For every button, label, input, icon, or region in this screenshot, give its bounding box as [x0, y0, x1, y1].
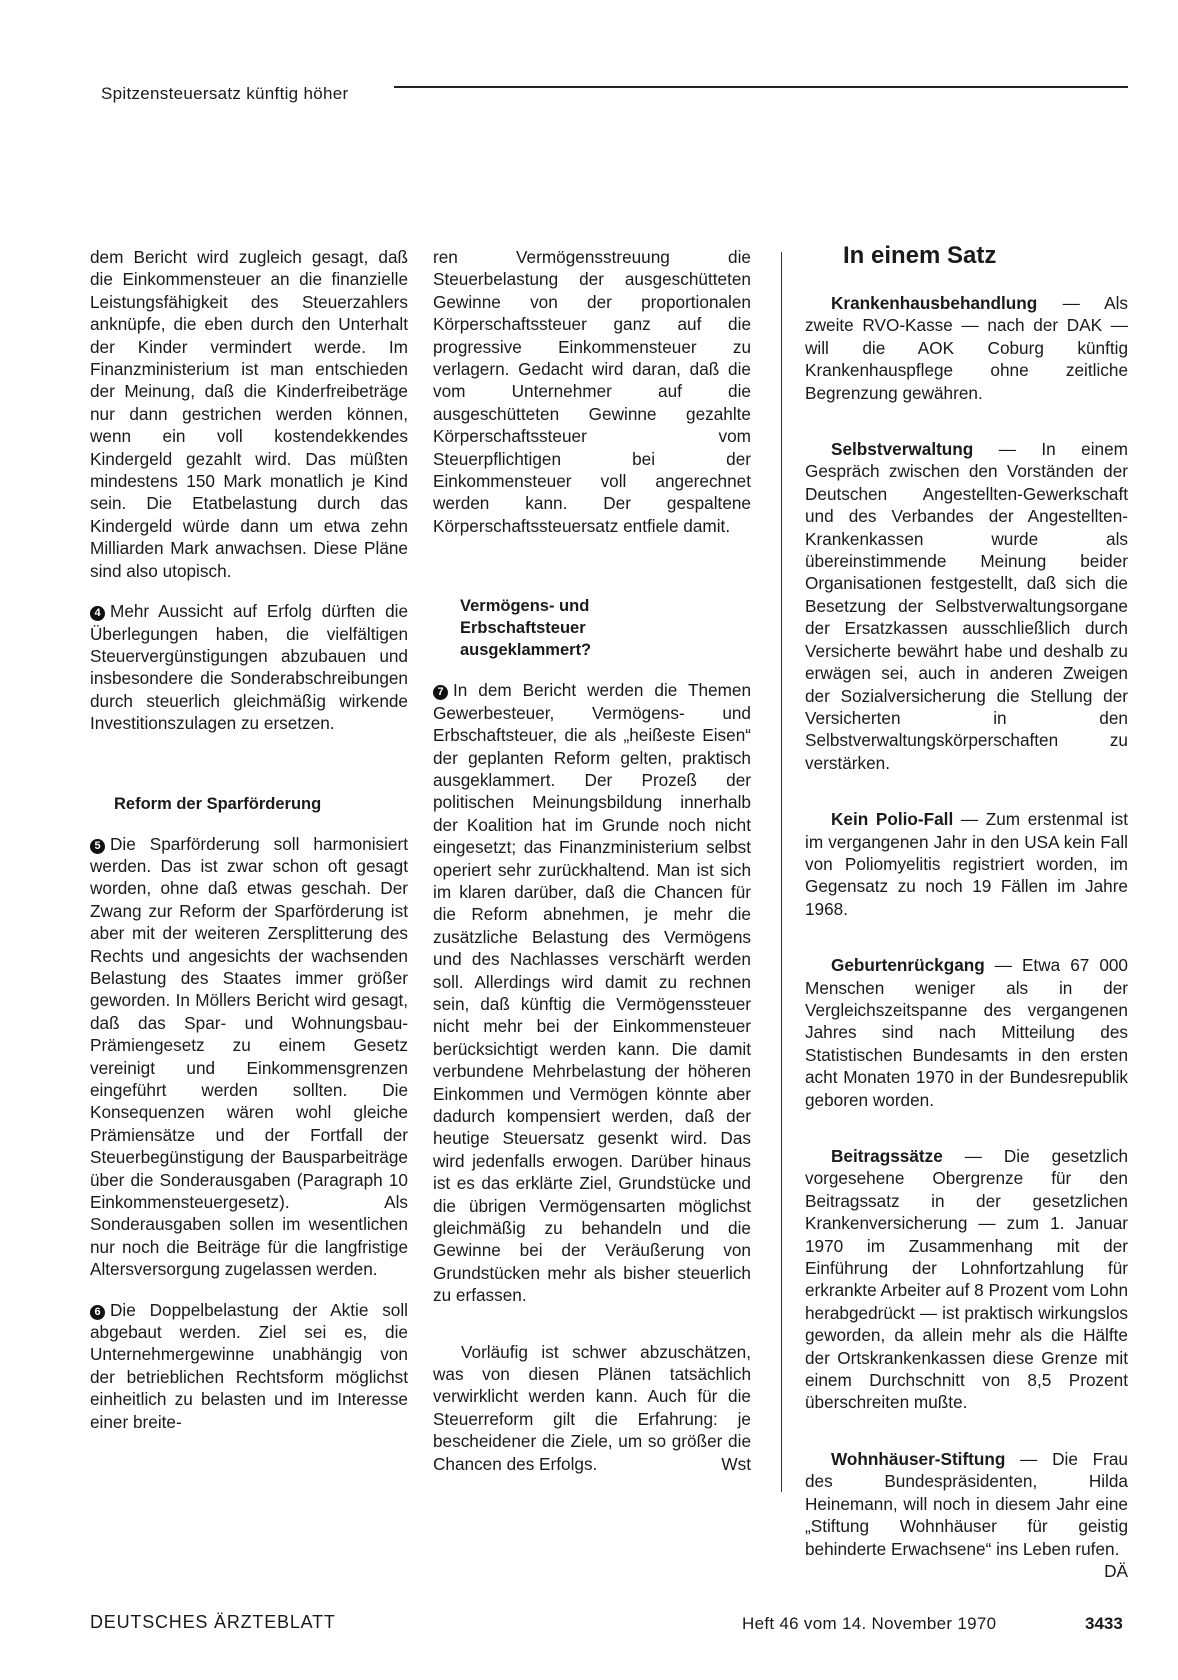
issue-info: Heft 46 vom 14. November 1970	[742, 1614, 997, 1633]
news-item	[805, 808, 1128, 920]
paragraph-text: Die Sparförderung soll harmonisiert werden. Das ist zwar schon oft gesagt worden, ohne daß etwas geschah. Der Zwang zur Reform der Sparförderung ist aber mit der weiteren Zersplitterung des Rechts und angesichts der wachsenden Belastung des Staates immer größer geworden. In Möllers Bericht wird gesagt, daß das Spar- und Wohnungsbau-Prämiengesetz zu einem Gesetz vereinigt und Einkommensgrenzen eingeführt werden sollten. Die Konsequenzen wären wohl gleiche Prämiensätze und der Fortfall der Steuerbegünstigung der Bausparbeiträge über die Sonderausgaben (Paragraph 10 Einkommensteuergesetz). Als Sonderausgaben sollen im wesentlichen nur noch die Beiträge für die langfristige Altersversorgung zugelassen werden.	[90, 833, 408, 1280]
news-item	[805, 438, 1128, 774]
news-keyword: Selbstverwaltung	[831, 439, 974, 460]
author-initials: Wst	[721, 1453, 751, 1474]
news-text: — Die Frau des Bundespräsidenten, Hilda Heinemann, will noch in diesem Jahr eine „Stiftung Wohnhäuser für geistig behinderte Erwachsene“ ins Leben rufen.	[805, 1448, 1128, 1559]
news-box	[805, 242, 1128, 1582]
section-heading: Reform der Sparförderung	[114, 794, 322, 813]
news-keyword: Kein Polio-Fall	[831, 809, 954, 830]
paragraph: dem Bericht wird zugleich gesagt, daß die Einkommensteuer an die finanzielle Leistungsfähigkeit des Steuerzahlers anknüpfe, die eben durch den Unterhalt der Kinder vermindert werde. Im Finanzministerium ist man entschieden der Meinung, daß die Kinderfreibeträge nur dann gestrichen werden können, wenn ein voll kostendekkendes Kindergeld gezahlt wird. Das müßten mindestens 150 Mark monatlich je Kind sein. Die Etatbelastung durch das Kindergeld würde dann um etwa zehn Milliarden Mark anwachsen. Diese Pläne sind also utopisch.	[90, 247, 408, 581]
news-keyword: Krankenhausbehandlung	[831, 293, 1038, 313]
section-heading	[433, 595, 751, 661]
item-number-icon: 6	[90, 1305, 105, 1320]
column-1	[90, 246, 408, 1433]
item-number-icon: 5	[90, 839, 105, 854]
column-2	[433, 246, 751, 1475]
column-rule	[781, 252, 782, 1492]
item-number-icon: 4	[90, 606, 105, 621]
news-text: — Etwa 67 000 Menschen weniger als in der Vergleichszeitspanne des vergangenen Jahres sind nach Mitteilung des Statistischen Bundesamts in den ersten acht Monaten 1970 in der Bundesrepublik geboren worden.	[805, 955, 1128, 1110]
news-text: — Die gesetzlich vorgesehene Obergrenze für den Beitragssatz in der gesetzlichen Krankenversicherung — zum 1. Januar 1970 im Zusammenhang mit der Einführung der Lohnfortzahlung für erkrankte Arbeiter auf 8 Prozent vom Lohn herabgedrückt — ist praktisch wirkungslos geworden, da allein mehr als die Hälfte der Ortskrankenkassen diese Grenze mit einem Durchschnitt von 8,5 Prozent überschreiten mußte.	[805, 1146, 1128, 1413]
section-heading-line: ausgeklammert?	[460, 641, 592, 660]
news-text: — Als zweite RVO-Kasse — nach der DAK — will die AOK Coburg künftig Krankenhauspflege ohne zeitliche Begrenzung gewähren.	[805, 293, 1128, 403]
paragraph-text: In dem Bericht werden die Themen Gewerbesteuer, Vermögens- und Erbschaftsteuer, die als „heißeste Eisen“ der geplanten Reform gelten, praktisch ausgeklammert. Der Prozeß der politischen Meinungsbildung innerhalb der Koalition hat im Grunde noch nicht eingesetzt; das Finanzministerium selbst operiert sehr zurückhaltend. Man ist sich im klaren darüber, daß die Chancen für die Reform abnehmen, je mehr die zusätzliche Belastung des Vermögens und des Nachlasses verschärft werden soll. Allerdings wird damit zu rechnen sein, daß künftig die Vermögenssteuer nicht mehr bei der Einkommensteuer berücksichtigt werden kann. Die damit verbundene Mehrbelastung der höheren Einkommen und Vermögen könnte aber dadurch kompensiert werden, daß der heutige Steuersatz gesenkt wird. Das wird jedenfalls erwogen. Darüber hinaus ist es das erklärte Ziel, Grundstücke und die übrigen Vermögensarten möglichst gleichmäßig zu behandeln und die Gewinne bei der Veräußerung von Grundstücken mehr als bisher steuerlich zu erfassen.	[433, 680, 751, 1306]
paragraph	[433, 679, 751, 1306]
paragraph	[90, 833, 408, 1281]
news-text: — In einem Gespräch zwischen den Vorständen der Deutschen Angestellten-Gewerkschaft und des Verbandes der Angestellten-Krankenkassen wurde als übereinstimmende Meinung beider Organisationen festgestellt, daß sich die Besetzung der Selbstverwaltungsorgane der Ersatzkassen ausschließlich durch Versicherte bewährt habe und deshalb zu erwägen sei, auch in anderen Zweigen der Sozialversicherung die Stellung der Versicherten in den Selbstverwaltungskörperschaften zu verstärken.	[805, 439, 1128, 773]
news-item	[805, 1145, 1128, 1414]
news-text: — Zum erstenmal ist im vergangenen Jahr in den USA kein Fall von Poliomyelitis registriert worden, im Gegensatz zu noch 19 Fällen im Jahre 1968.	[805, 809, 1128, 919]
section-heading-line: Vermögens- und	[460, 597, 590, 616]
news-keyword: Wohnhäuser-Stiftung	[831, 1448, 1006, 1469]
paragraph-text: Die Doppelbelastung der Aktie soll abgebaut werden. Ziel sei es, die Unternehmergewinne unabhängig von der betrieblichen Rechtsform möglichst einheitlich zu belasten und im Interesse einer breite-	[90, 1299, 408, 1432]
paragraph	[90, 1299, 408, 1433]
paragraph	[433, 1341, 751, 1475]
paragraph: ren Vermögensstreuung die Steuerbelastung der ausgeschütteten Gewinne von der proportionalen Körperschaftssteuer ganz auf die progressive Einkommensteuer zu verlagern. Gedacht wird daran, daß die vom Unternehmer auf die ausgeschütteten Gewinne gezahlte Körperschaftssteuer vom Steuerpflichtigen bei der Einkommensteuer voll angerechnet werden kann. Der gespaltene Körperschaftssteuersatz entfiele damit.	[433, 247, 751, 536]
box-title: In einem Satz	[843, 242, 997, 269]
running-head: Spitzensteuersatz künftig höher	[101, 84, 349, 103]
paragraph	[90, 600, 408, 734]
paragraph-text: Mehr Aussicht auf Erfolg dürften die Überlegungen haben, die vielfältigen Steuervergünstigungen abzubauen und insbesondere die Sonderabschreibungen durch steuerlich gleichmäßig wirkende Investitionszulagen zu ersetzen.	[90, 601, 408, 734]
news-item	[805, 954, 1128, 1111]
news-item	[805, 1448, 1128, 1581]
news-item	[805, 292, 1128, 404]
item-number-icon: 7	[433, 685, 448, 700]
paragraph-text: Vorläufig ist schwer abzuschätzen, was von diesen Plänen tatsächlich verwirklicht werden kann. Auch für die Steuerreform gilt die Erfahrung: je bescheidener die Ziele, um so größer die Chancen des Erfolgs.	[433, 1341, 751, 1474]
author-initials: DÄ	[1104, 1560, 1128, 1581]
journal-name: DEUTSCHES ÄRZTEBLATT	[90, 1612, 336, 1632]
news-keyword: Geburtenrückgang	[831, 955, 985, 976]
news-keyword: Beitragssätze	[831, 1146, 943, 1166]
section-heading-line: Erbschaftsteuer	[460, 619, 586, 638]
header-rule	[394, 86, 1128, 88]
page-number: 3433	[1085, 1614, 1123, 1633]
